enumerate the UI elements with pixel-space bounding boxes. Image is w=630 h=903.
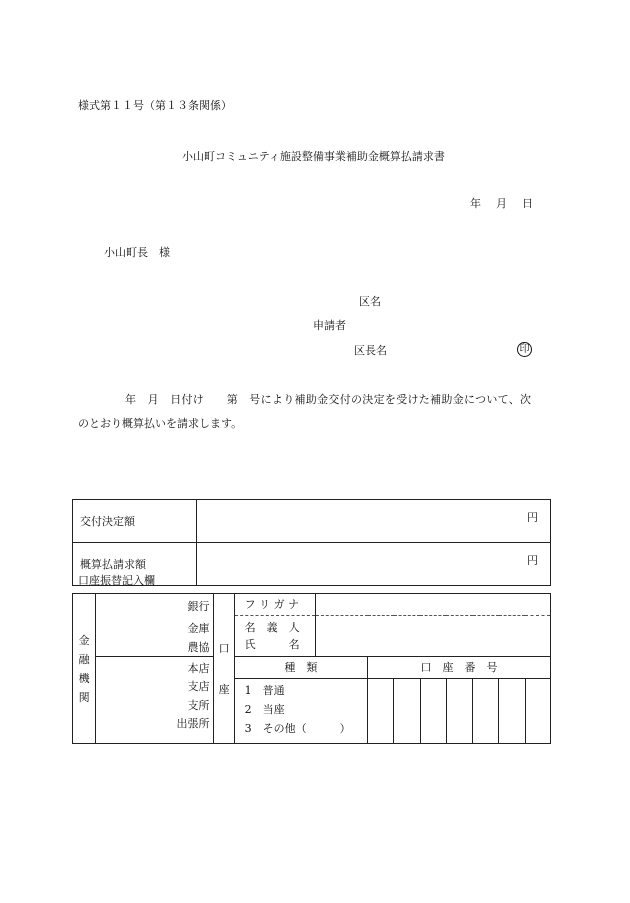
furigana-label: フ リ ガ ナ — [234, 594, 315, 616]
bank-account-table — [72, 593, 551, 744]
furigana-input[interactable] — [315, 594, 550, 616]
body-line-1: 年 月 日付け 第 号により補助金交付の決定を受けた補助金について、次 — [125, 393, 532, 406]
table-row — [73, 594, 551, 616]
holder-name-label: 名 義 人 氏 名 — [234, 616, 315, 657]
requested-amount-label: 概算払請求額 — [73, 543, 197, 586]
account-digit-1[interactable] — [368, 678, 394, 743]
account-type-header: 種 類 — [234, 657, 367, 678]
date-line: 年 月 日 — [470, 197, 535, 210]
table-row — [73, 500, 551, 543]
granted-amount-field[interactable] — [197, 500, 551, 543]
district-label: 区名 — [359, 295, 381, 308]
holder-name-input[interactable] — [315, 616, 550, 657]
requested-amount-field[interactable] — [197, 543, 551, 586]
addressee: 小山町長 様 — [104, 246, 170, 259]
bank-type-cell[interactable]: 銀行 金庫 農協 — [96, 594, 214, 657]
granted-amount-label: 交付決定額 — [73, 500, 197, 543]
body-line-2: のとおり概算払いを請求します。 — [78, 417, 243, 430]
account-digit-2[interactable] — [394, 678, 420, 743]
account-type-options[interactable]: 1 普通 2 当座 3 その他（ ） — [234, 678, 367, 743]
seal-mark: 印 — [517, 342, 532, 357]
yen-unit: 円 — [527, 511, 538, 524]
document-title: 小山町コミュニティ施設整備事業補助金概算払請求書 — [182, 150, 445, 163]
applicant-label: 申請者 — [313, 319, 346, 332]
form-number: 様式第１１号（第１３条関係） — [78, 99, 232, 112]
yen-unit: 円 — [527, 554, 538, 567]
table-row — [73, 657, 551, 678]
chief-label: 区長名 — [354, 344, 387, 357]
amount-table — [72, 499, 551, 586]
account-digit-4[interactable] — [446, 678, 472, 743]
account-digit-7[interactable] — [525, 678, 550, 743]
account-digit-3[interactable] — [420, 678, 446, 743]
branch-type-cell[interactable]: 本店 支店 支所 出張所 — [96, 657, 214, 744]
institution-label: 金 融 機 関 — [73, 594, 96, 744]
account-digit-6[interactable] — [499, 678, 525, 743]
account-digit-5[interactable] — [473, 678, 499, 743]
bank-section-title: 口座振替記入欄 — [78, 574, 155, 587]
account-number-header: 口 座 番 号 — [368, 657, 551, 678]
account-label: 口 座 — [214, 594, 234, 744]
